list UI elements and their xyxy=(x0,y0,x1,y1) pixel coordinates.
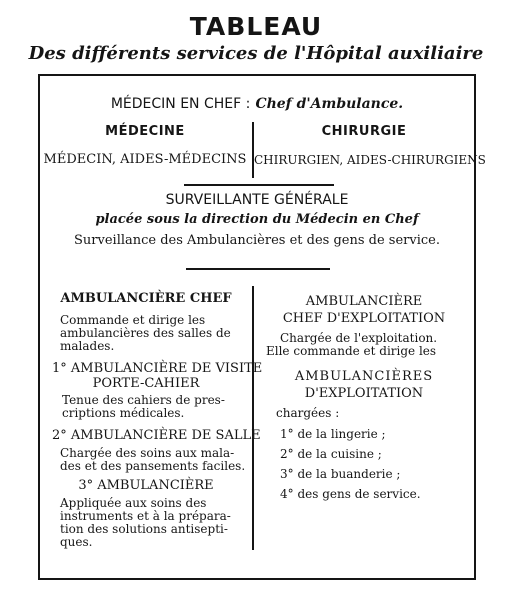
surveillante-heading: SURVEILLANTE GÉNÉRALE xyxy=(165,192,349,208)
third-desc-2: instruments et à la prépara- xyxy=(60,509,231,523)
page-subtitle: Des différents services de l'Hôpital auxiliaire xyxy=(28,43,484,64)
medecine-heading: MÉDECINE xyxy=(105,124,185,139)
third-desc-1: Appliquée aux soins des xyxy=(60,496,207,510)
charge-item-2: 2° de la cuisine ; xyxy=(280,447,382,461)
page-title: TABLEAU xyxy=(189,12,323,41)
chief-line xyxy=(40,93,474,112)
chief-label: MÉDECIN EN CHEF : xyxy=(110,96,251,112)
third-heading: 3° AMBULANCIÈRE xyxy=(78,478,214,493)
third-desc-4: ques. xyxy=(60,535,93,549)
exploitation-desc-1: Chargée de l'exploitation. xyxy=(280,331,438,345)
chief-value: Chef d'Ambulance. xyxy=(255,96,404,112)
exploitation-desc-2: Elle commande et dirige les xyxy=(266,344,437,358)
sub-heading-1: AMBULANCIÈRES xyxy=(294,369,434,384)
charge-item-4: 4° des gens de service. xyxy=(280,487,421,501)
ambulanciere-chef-desc-2: ambulancières des salles de xyxy=(60,326,231,340)
medecine-staff: MÉDECIN, AIDES-MÉDECINS xyxy=(43,152,247,167)
exploitation-heading-1: AMBULANCIÈRE xyxy=(305,294,423,309)
charged-label: chargées : xyxy=(276,406,340,420)
salle-heading: 2° AMBULANCIÈRE DE SALLE xyxy=(52,428,261,443)
visite-desc-1: Tenue des cahiers de pres- xyxy=(62,393,225,407)
visite-desc-2: criptions médicales. xyxy=(62,406,185,420)
ambulanciere-chef-desc-3: malades. xyxy=(60,339,115,353)
visite-heading-2: PORTE-CAHIER xyxy=(92,376,200,391)
surveillante-duties: Surveillance des Ambulancières et des gens de service. xyxy=(74,233,440,248)
third-desc-3: tion des solutions antisepti- xyxy=(60,522,228,536)
visite-heading-1: 1° AMBULANCIÈRE DE VISITE xyxy=(52,361,263,376)
salle-desc-2: des et des pansements faciles. xyxy=(60,459,246,473)
table-frame xyxy=(38,74,486,580)
charge-item-3: 3° de la buanderie ; xyxy=(280,467,401,481)
chirurgie-staff: CHIRURGIEN, AIDES-CHIRURGIENS xyxy=(254,153,486,167)
ambulanciere-chef-heading: AMBULANCIÈRE CHEF xyxy=(60,291,232,306)
divider-horizontal-upper xyxy=(184,184,334,186)
surveillante-direction: placée sous la direction du Médecin en Chef xyxy=(95,212,419,227)
salle-desc-1: Chargée des soins aux mala- xyxy=(60,446,235,460)
exploitation-heading-2: CHEF D'EXPLOITATION xyxy=(282,311,446,326)
divider-horizontal-lower xyxy=(186,268,330,270)
chirurgie-heading: CHIRURGIE xyxy=(321,124,407,139)
ambulanciere-chef-desc-1: Commande et dirige les xyxy=(60,313,206,327)
sub-heading-2: D'EXPLOITATION xyxy=(304,386,424,401)
charge-item-1: 1° de la lingerie ; xyxy=(280,427,386,441)
